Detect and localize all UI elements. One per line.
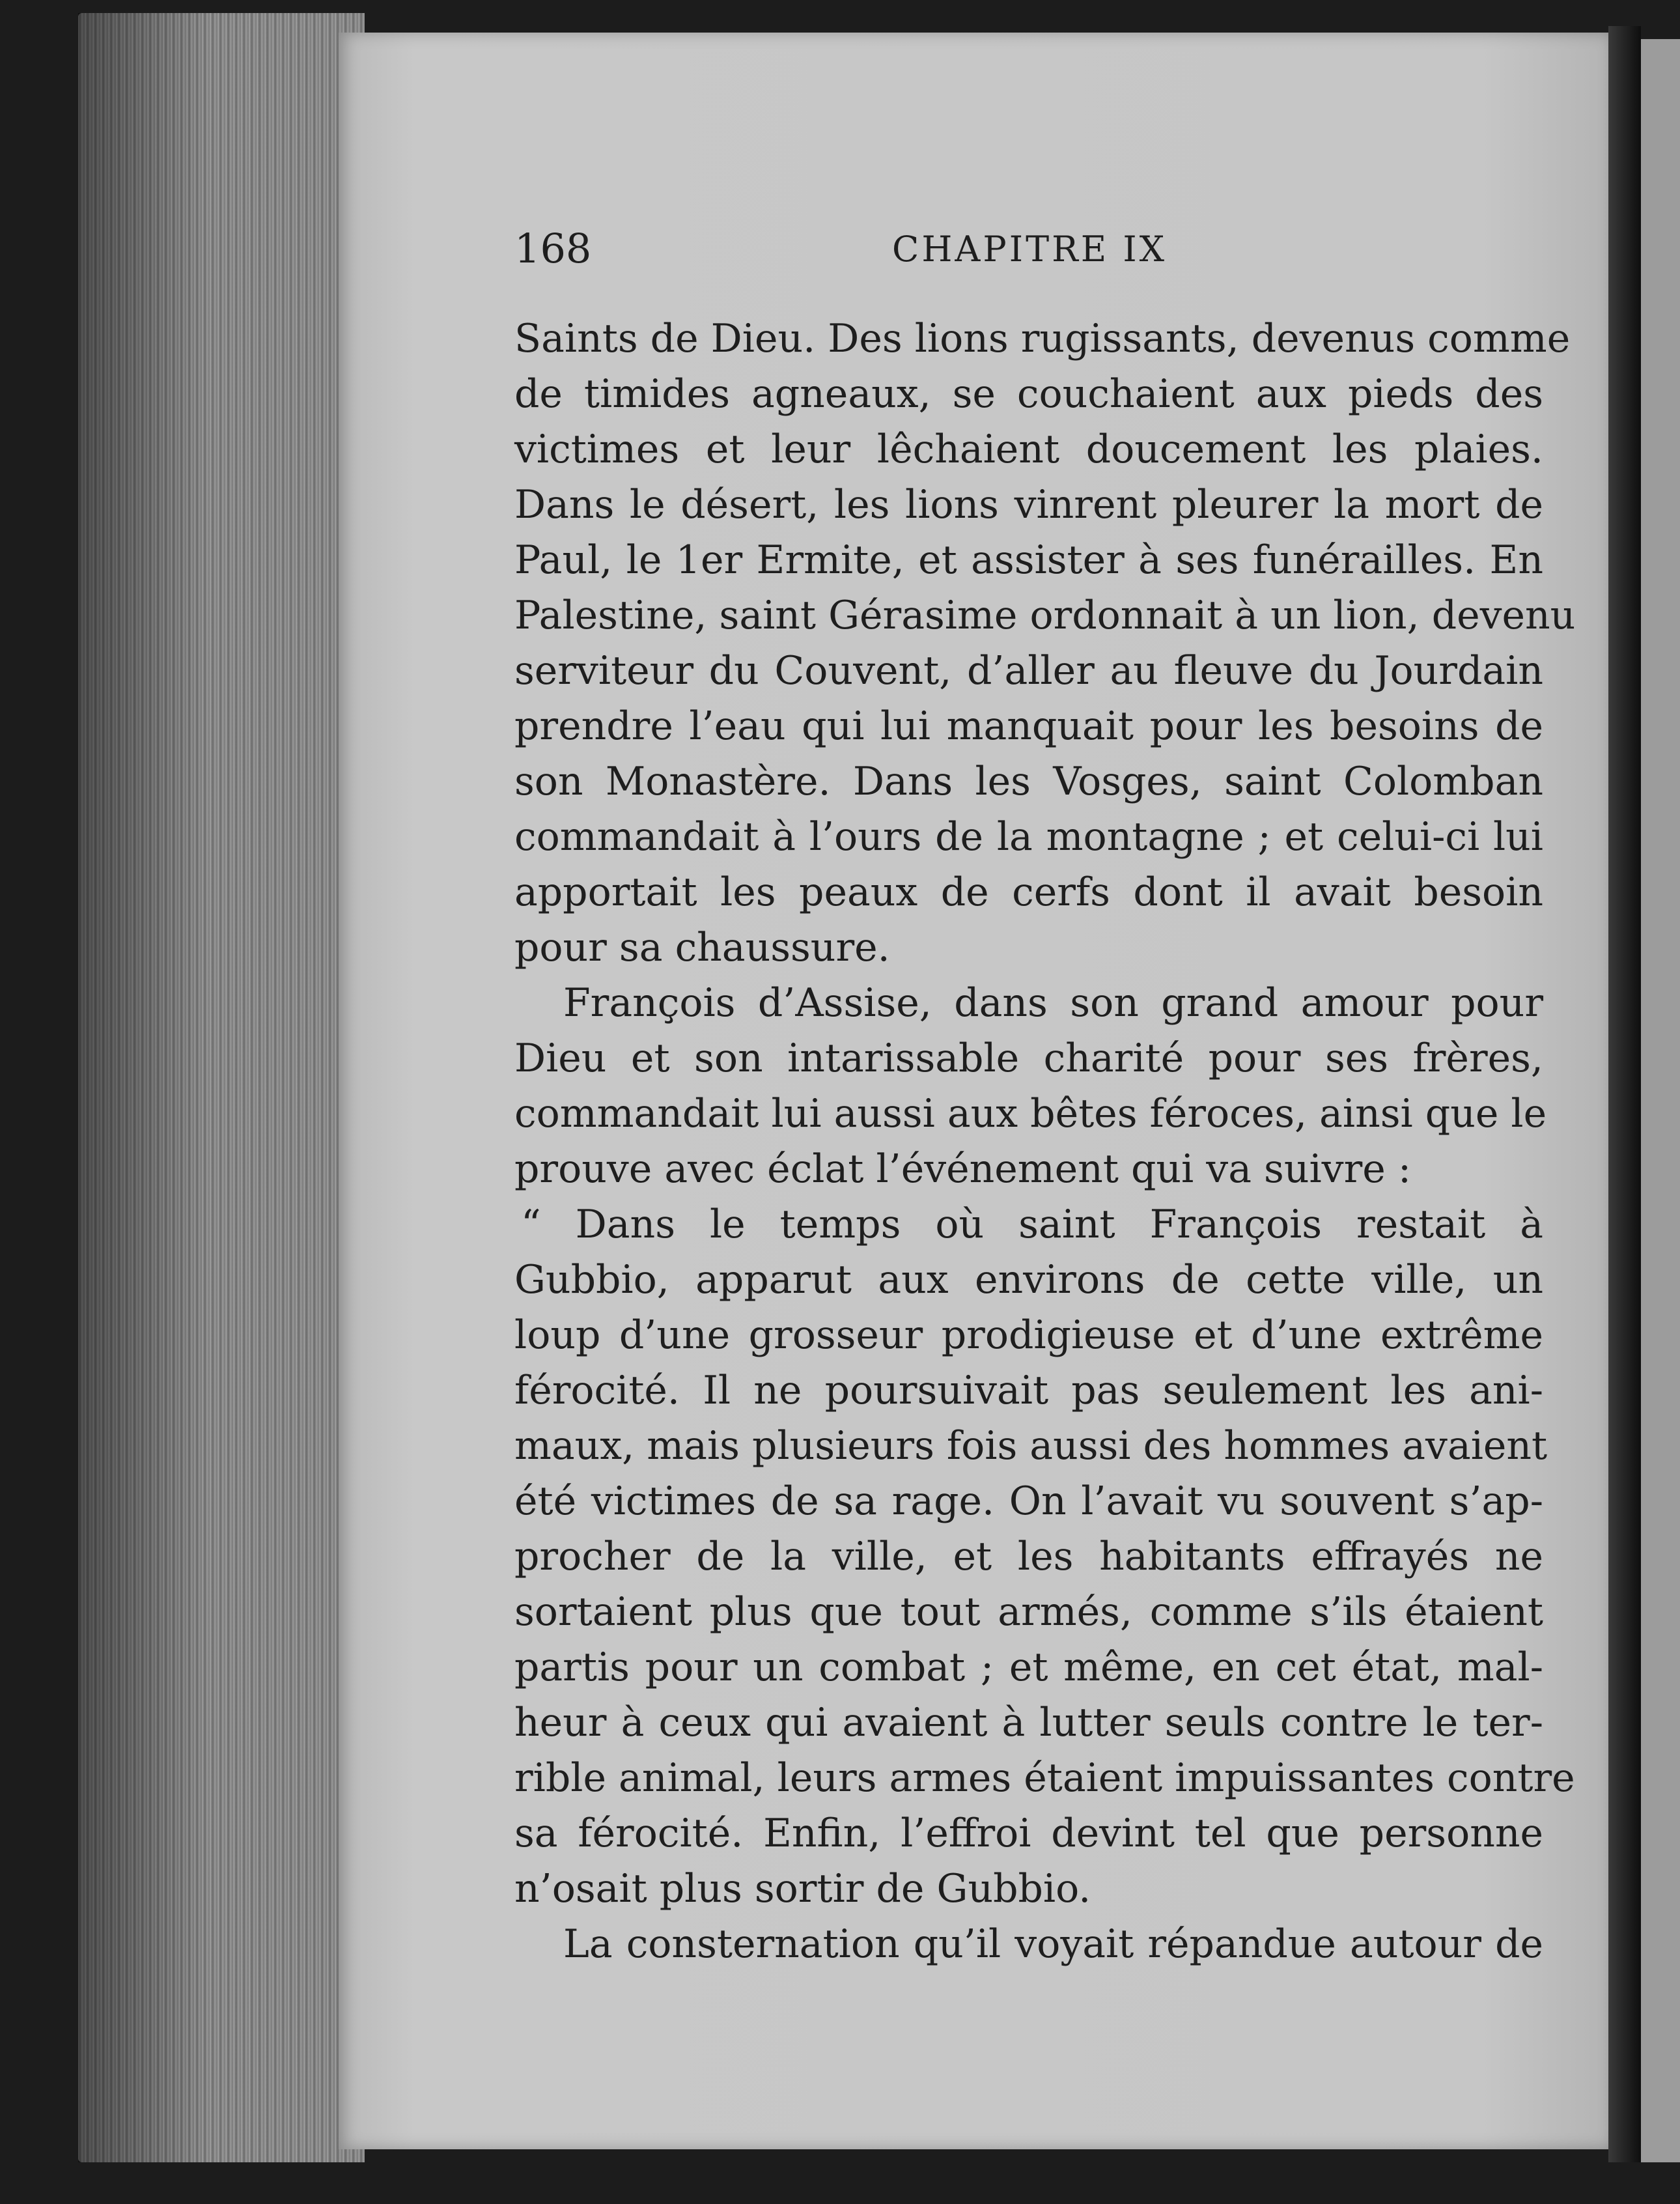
text-line: heur à ceux qui avaient à lutter seuls contre le ter- [514,1700,1543,1745]
text-line: sa férocité. Enfin, l’effroi devint tel que personne [514,1811,1543,1856]
text-line: partis pour un combat ; et même, en cet état, mal- [514,1645,1543,1690]
facing-page-edge [1641,39,1680,2162]
page-number: 168 [514,225,592,272]
edge-shadow [78,13,208,2162]
page-edges [78,13,365,2162]
text-line: “ Dans le temps où saint François restait à [521,1202,1543,1247]
text-line: maux, mais plusieurs fois aussi des hommes avaient [514,1423,1548,1469]
text-line: commandait à l’ours de la montagne ; et celui-ci lui [514,814,1543,860]
text-line: sortaient plus que tout armés, comme s’ils étaient [514,1589,1543,1635]
text-line: n’osait plus sortir de Gubbio. [514,1866,1091,1912]
text-line: son Monastère. Dans les Vosges, saint Colomban [514,759,1543,804]
text-line: férocité. Il ne poursuivait pas seulement les ani- [514,1368,1543,1413]
text-line: Paul, le 1er Ermite, et assister à ses funérailles. En [514,537,1543,583]
text-line: Gubbio, apparut aux environs de cette ville, un [514,1257,1543,1303]
text-line: de timides agneaux, se couchaient aux pieds des [514,371,1543,417]
text-line: prendre l’eau qui lui manquait pour les besoins de [514,703,1543,749]
text-line: pour sa chaussure. [514,925,890,970]
text-line: François d’Assise, dans son grand amour pour [563,980,1543,1026]
text-line: Saints de Dieu. Des lions rugissants, devenus comme [514,316,1571,361]
text-line: serviteur du Couvent, d’aller au fleuve du Jourdain [514,648,1543,694]
text-line: Dans le désert, les lions vinrent pleurer la mort de [514,482,1543,528]
text-line: rible animal, leurs armes étaient impuissantes contre [514,1755,1575,1801]
text-line: été victimes de sa rage. On l’avait vu souvent s’ap- [514,1478,1543,1524]
text-line: loup d’une grosseur prodigieuse et d’une extrême [514,1312,1543,1358]
running-head [514,225,1543,277]
text-line: Palestine, saint Gérasime ordonnait à un lion, devenu [514,593,1576,638]
text-line: commandait lui aussi aux bêtes féroces, ainsi que le [514,1091,1547,1137]
text-line: Dieu et son intarissable charité pour ses frères, [514,1036,1543,1081]
text-line: victimes et leur lêchaient doucement les plaies. [514,427,1543,472]
chapter-title: CHAPITRE IX [892,229,1168,270]
body-text [514,311,1576,1972]
text-line: apportait les peaux de cerfs dont il avait besoin [514,869,1543,915]
text-line: procher de la ville, et les habitants effrayés ne [514,1534,1543,1579]
text-line: La consternation qu’il voyait répandue autour de [563,1921,1543,1967]
book-binding [1608,26,1641,2162]
text-line: prouve avec éclat l’événement qui va suivre : [514,1146,1412,1192]
